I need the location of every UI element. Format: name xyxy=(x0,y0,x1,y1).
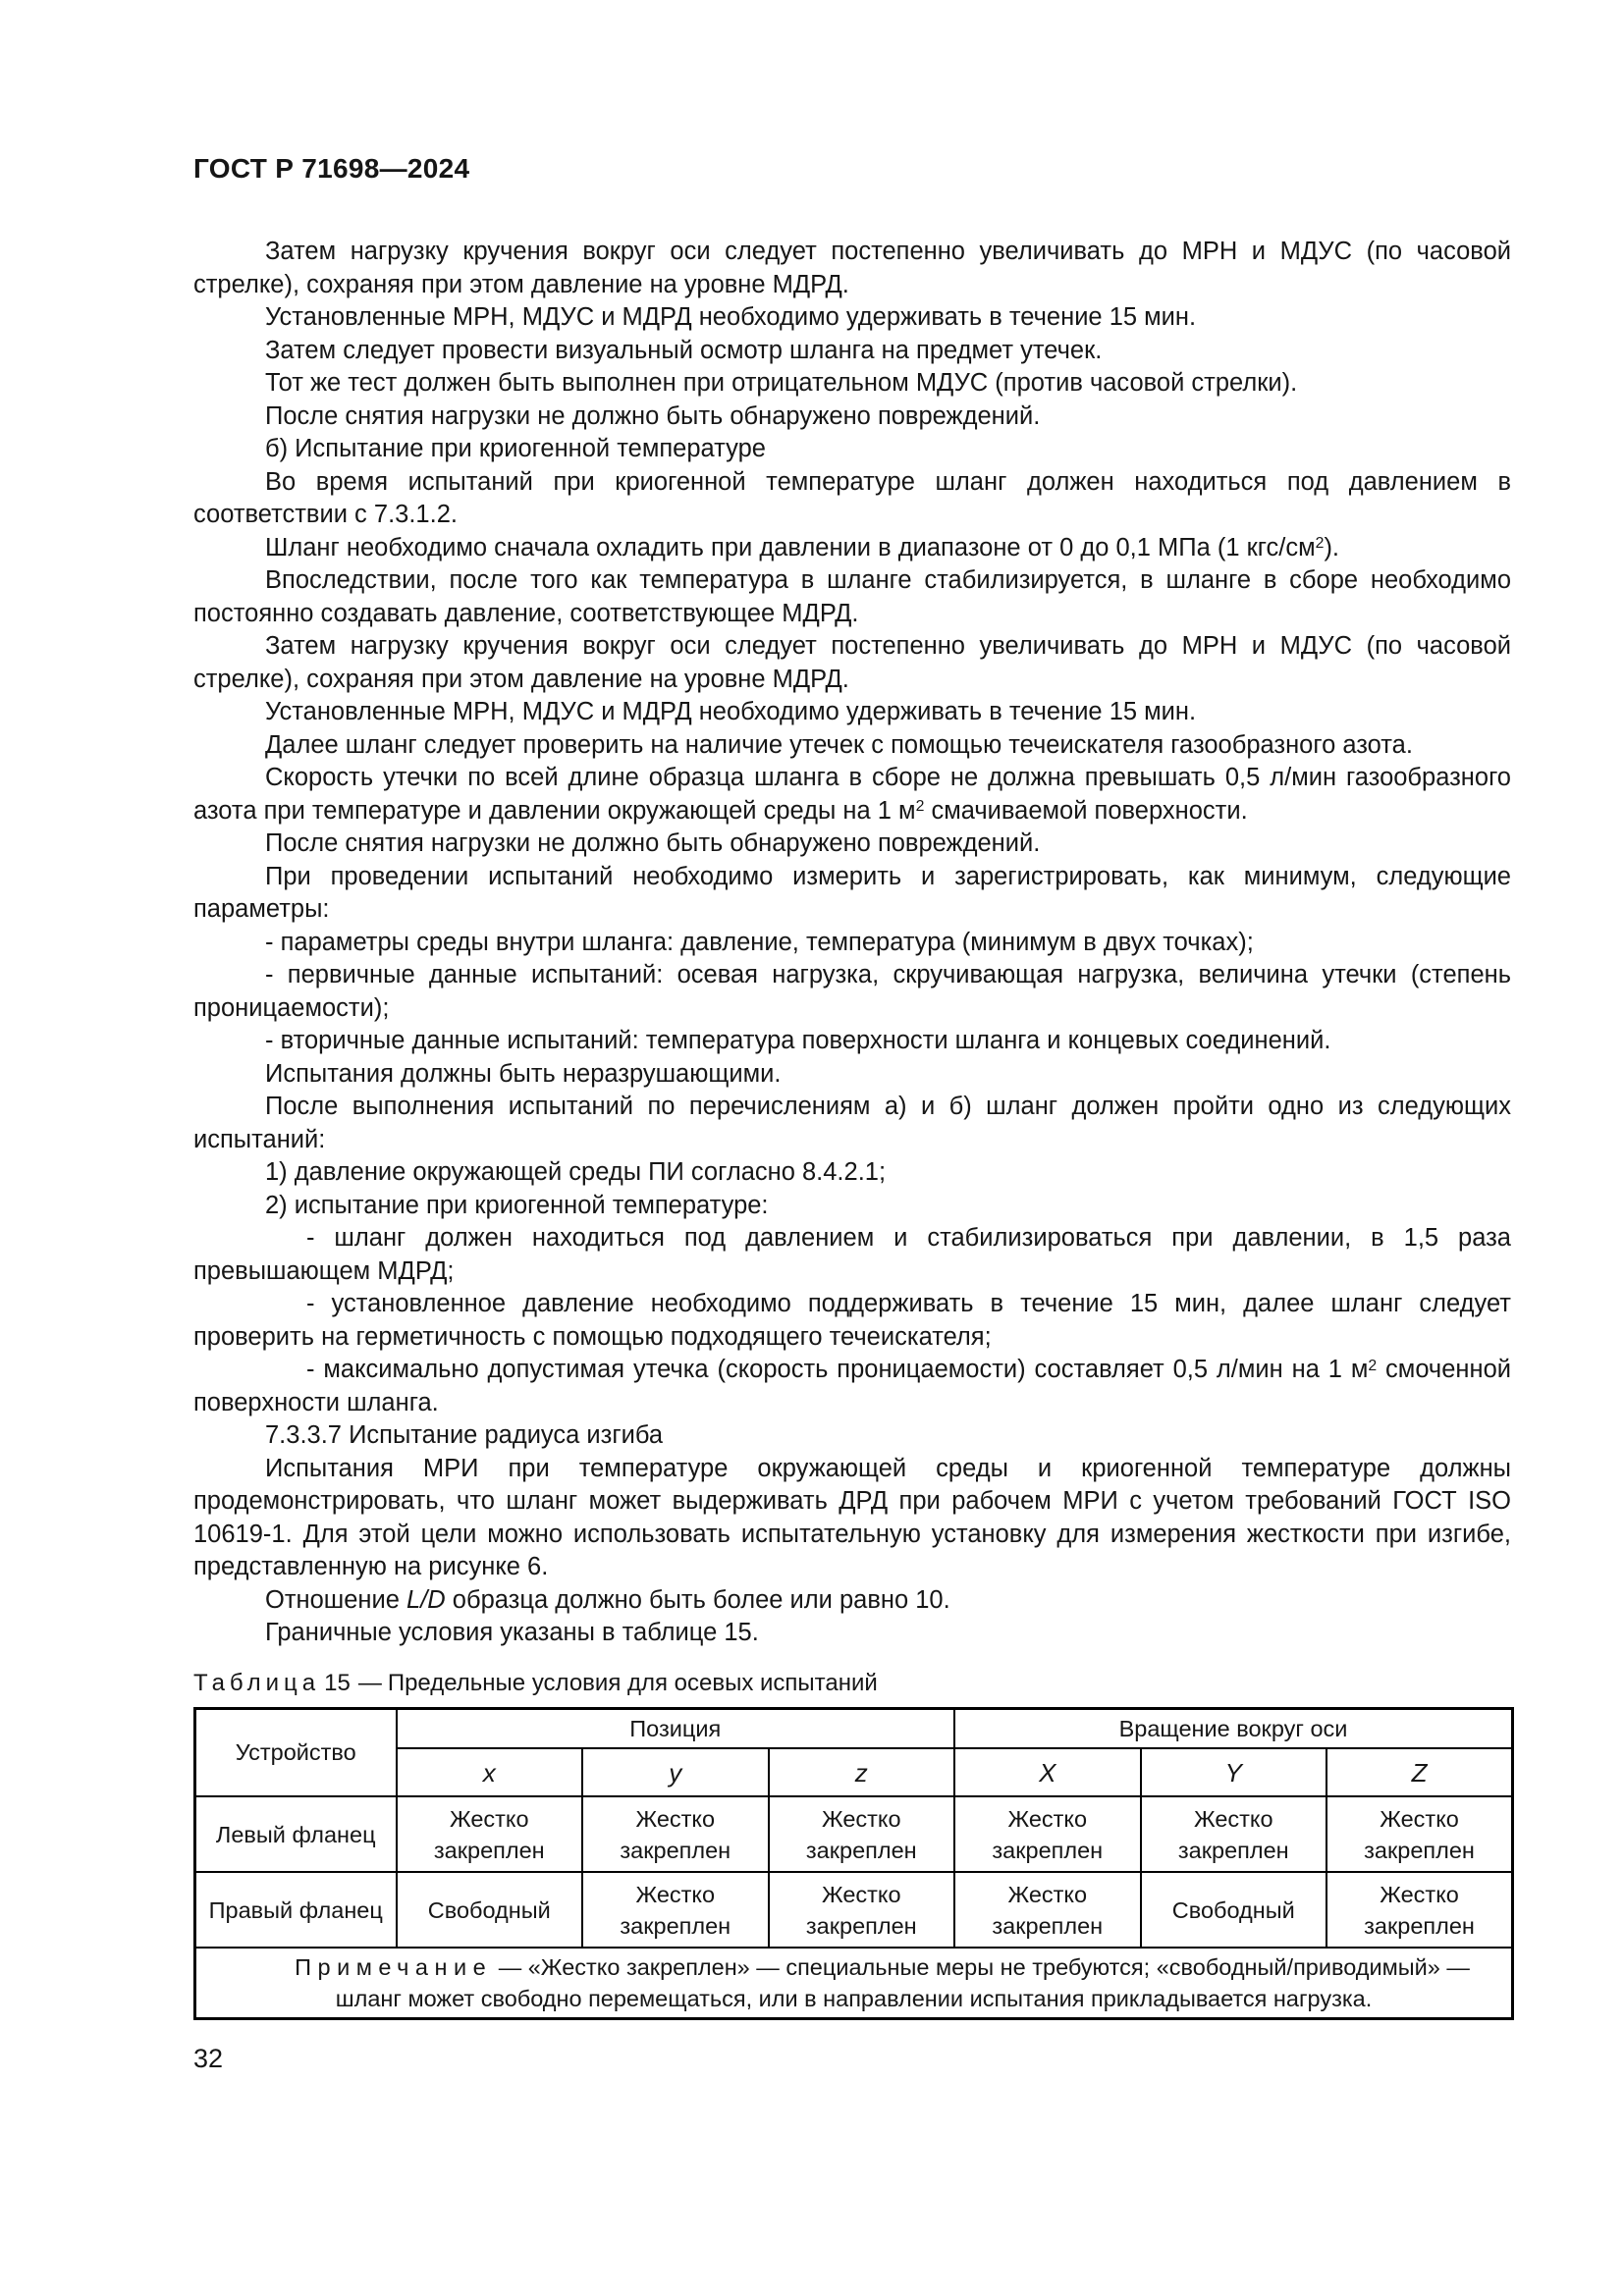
paragraph: - максимально допустимая утечка (скорость проницаемости) составляет 0,5 л/мин на 1 $м^2$ смоченной поверхности шланга. xyxy=(193,1356,1511,1416)
col-group-rotation: Вращение вокруг оси xyxy=(954,1708,1513,1748)
table-cell: Жестко закреплен xyxy=(1326,1872,1513,1948)
table-note: Примечание — «Жестко закреплен» — специальные меры не требуются; «свободный/приводимый» — шланг может свободно перемещаться, или в направлении испытания прикладывается нагрузка. xyxy=(195,1948,1513,2019)
table-cell: Жестко закреплен xyxy=(954,1872,1141,1948)
col-group-position: Позиция xyxy=(397,1708,955,1748)
row-header-device: Правый фланец xyxy=(195,1872,397,1948)
row-header-device: Левый фланец xyxy=(195,1796,397,1872)
paragraph: 1) давление окружающей среды ПИ согласно 8.4.2.1; xyxy=(265,1158,887,1186)
paragraph: Установленные МРН, МДУС и МДРД необходимо удерживать в течение 15 мин. xyxy=(265,303,1197,331)
italic-variable: L/D xyxy=(406,1585,446,1614)
paragraph: - установленное давление необходимо поддерживать в течение 15 мин, далее шланг следует проверить на герметичность с помощью подходящего течеискателя; xyxy=(193,1290,1511,1351)
paragraph: Испытания должны быть неразрушающими. xyxy=(265,1059,782,1088)
paragraph: б) Испытание при криогенной температуре xyxy=(265,435,766,462)
superscript: 2 xyxy=(1368,1357,1378,1374)
paragraph: - параметры среды внутри шланга: давление, температура (минимум в двух точках); xyxy=(265,928,1254,956)
table-caption-word: Таблица xyxy=(193,1669,321,1696)
col-header-axis-Y: Y xyxy=(1141,1748,1327,1796)
paragraph: Тот же тест должен быть выполнен при отрицательном МДУС (против часовой стрелки). xyxy=(265,369,1298,397)
table-cell: Свободный xyxy=(1141,1872,1327,1948)
col-header-axis-X: X xyxy=(954,1748,1141,1796)
table-caption-number: 15 xyxy=(324,1669,351,1696)
table-note-label: Примечание xyxy=(295,1954,493,1980)
doc-code-header: ГОСТ Р 71698—2024 xyxy=(193,153,470,184)
paragraph: Затем следует провести визуальный осмотр шланга на предмет утечек. xyxy=(265,336,1103,364)
paragraph: Во время испытаний при криогенной температуре шланг должен находиться под давлением в соответствии с 7.3.1.2. xyxy=(193,467,1511,528)
table-cell: Свободный xyxy=(397,1872,583,1948)
paragraph: Затем нагрузку кручения вокруг оси следует постепенно увеличивать до МРН и МДУС (по часовой стрелке), сохраняя при этом давление на уровне МДРД. xyxy=(193,632,1511,693)
paragraph: Скорость утечки по всей длине образца шланга в сборе не должна превышать 0,5 л/мин газообразного азота при температуре и давлении окружающей среды на 1 $м^2$ смачиваемой поверхности. xyxy=(193,764,1511,825)
col-header-axis-y: y xyxy=(582,1748,769,1796)
paragraph: Испытания МРИ при температуре окружающей среды и криогенной температуре должны продемонстрировать, что шланг может выдерживать ДРД при рабочем МРИ с учетом требований ГОСТ ISO 10619-1. Для этой цели можно использовать испытательную установку для измерения жесткости при изгибе, представленную на рисунке 6. xyxy=(193,1454,1511,1580)
col-header-axis-z: z xyxy=(769,1748,955,1796)
limit-conditions-table xyxy=(193,1707,1514,2021)
table-cell: Жестко закреплен xyxy=(1326,1796,1513,1872)
paragraph: - первичные данные испытаний: осевая нагрузка, скручивающая нагрузка, величина утечки (степень проницаемости); xyxy=(193,961,1511,1022)
paragraph: 7.3.3.7 Испытание радиуса изгиба xyxy=(265,1421,664,1449)
paragraph: Далее шланг следует проверить на наличие утечек с помощью течеискателя газообразного азота. xyxy=(265,730,1413,759)
paragraph: Затем нагрузку кручения вокруг оси следует постепенно увеличивать до МРН и МДУС (по часовой стрелке), сохраняя при этом давление на уровне МДРД. xyxy=(193,238,1511,298)
paragraph: После снятия нагрузки не должно быть обнаружено повреждений. xyxy=(265,829,1041,857)
paragraph: Отношение L/D образца должно быть более или равно 10. xyxy=(265,1585,950,1614)
table-cell: Жестко закреплен xyxy=(582,1872,769,1948)
paragraph: - шланг должен находиться под давлением и стабилизироваться при давлении, в 1,5 раза превышающем МДРД; xyxy=(193,1224,1511,1285)
table-cell: Жестко закреплен xyxy=(769,1872,955,1948)
paragraph: Впоследствии, после того как температура в шланге стабилизируется, в шланге в сборе необходимо постоянно создавать давление, соответствующее МДРД. xyxy=(193,566,1511,627)
paragraph: После выполнения испытаний по перечислениям а) и б) шланг должен пройти одно из следующих испытаний: xyxy=(193,1093,1511,1153)
page-number: 32 xyxy=(193,2044,224,2073)
paragraph: 2) испытание при криогенной температуре: xyxy=(265,1191,769,1219)
col-header-axis-Z: Z xyxy=(1326,1748,1513,1796)
paragraph: Шланг необходимо сначала охладить при давлении в диапазоне от 0 до 0,1 МПа (1 кгс/$см^2$). xyxy=(265,533,1340,561)
table-cell: Жестко закреплен xyxy=(1141,1796,1327,1872)
paragraph: - вторичные данные испытаний: температура поверхности шланга и концевых соединений. xyxy=(265,1027,1331,1054)
paragraph: После снятия нагрузки не должно быть обнаружено повреждений. xyxy=(265,401,1041,430)
table-caption-text: Предельные условия для осевых испытаний xyxy=(387,1669,878,1696)
table-cell: Жестко закреплен xyxy=(582,1796,769,1872)
col-header-device: Устройство xyxy=(195,1708,397,1796)
table-caption xyxy=(193,1669,1511,1698)
table-row xyxy=(195,1872,1513,1948)
superscript: 2 xyxy=(915,798,925,816)
body-text xyxy=(193,236,1511,1650)
paragraph: Установленные МРН, МДУС и МДРД необходимо удерживать в течение 15 мин. xyxy=(265,698,1197,725)
paragraph: Граничные условия указаны в таблице 15. xyxy=(265,1619,759,1646)
table-cell: Жестко закреплен xyxy=(769,1796,955,1872)
col-header-axis-x: x xyxy=(397,1748,583,1796)
table-row xyxy=(195,1796,1513,1872)
paragraph: При проведении испытаний необходимо измерить и зарегистрировать, как минимум, следующие параметры: xyxy=(193,862,1511,923)
table-cell: Жестко закреплен xyxy=(397,1796,583,1872)
table-caption-dash: — xyxy=(357,1669,382,1696)
table-cell: Жестко закреплен xyxy=(954,1796,1141,1872)
superscript: 2 xyxy=(1315,535,1325,553)
